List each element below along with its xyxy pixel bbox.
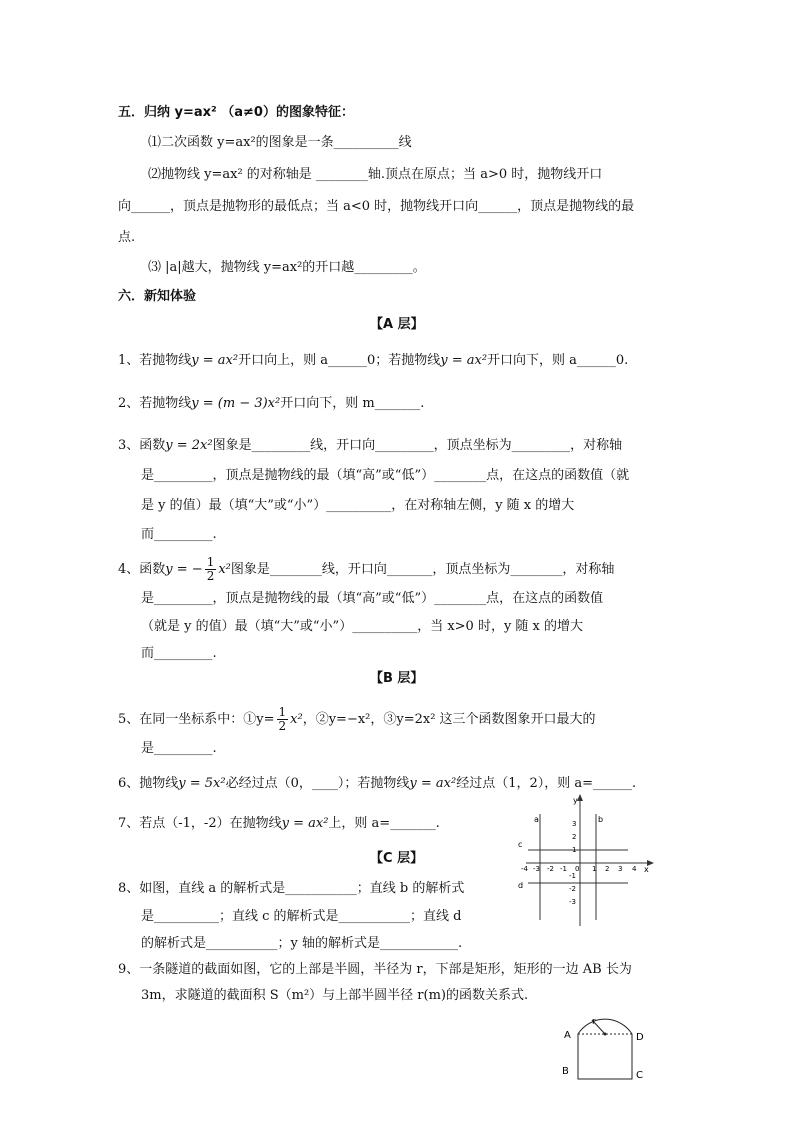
x-tick-label: 3 (618, 865, 623, 873)
q6-text-a: 6、抛物线 (118, 776, 179, 791)
x-tick-label: 4 (632, 865, 637, 873)
y-tick-label: -1 (569, 872, 576, 880)
q5-denominator: 2 (278, 719, 287, 733)
line-b-label: b (598, 815, 604, 824)
question-8-line2: 是__________；直线 c 的解析式是___________；直线 d (141, 909, 462, 924)
question-4-line1 (118, 556, 614, 583)
tunnel-outline (578, 1019, 632, 1079)
section5-item1: ⑴二次函数 y=ax²的图象是一条__________线 (148, 135, 412, 150)
q3-text-a: 3、函数 (118, 438, 166, 453)
question-4-line4: 而_________. (141, 646, 217, 661)
question-8-line1: 8、如图，直线 a 的解析式是___________；直线 b 的解析式 (118, 881, 465, 896)
x-tick-label: -1 (560, 865, 567, 873)
q2-text-a: 2、若抛物线 (118, 396, 192, 411)
question-2 (118, 395, 424, 413)
section5-item2a: ⑵抛物线 y=ax² 的对称轴是 ________轴.顶点在原点；当 a>0 时，抛物线开口 (148, 167, 603, 182)
y-tick-label: 2 (572, 833, 577, 841)
q4-text-a: 4、函数 (118, 562, 166, 577)
question-4-line2: 是_________，顶点是抛物线的最（填“高”或“低”）________点，在这点的函数值 (141, 591, 604, 606)
section5-heading: 五．归纳 y=ax² （a≠0）的图象特征： (118, 105, 354, 120)
q5-text-a: 5、在同一坐标系中：①y= (118, 712, 275, 727)
section5-item2b: 向______，顶点是抛物形的最低点；当 a<0 时，抛物线开口向______，顶点是抛物线的最 (118, 199, 635, 214)
x-tick-label: 1 (592, 865, 597, 873)
q6-text-b: 必经过点（0，____）；若抛物线 (225, 776, 410, 791)
q5-fraction (277, 706, 289, 733)
q2-math: y = (m − 3)x² (191, 396, 281, 411)
question-9-line1: 9、一条隧道的截面如图，它的上部是半圆，半径为 r，下部是矩形，矩形的一边 AB 长为 (118, 962, 632, 977)
question-1 (118, 352, 628, 370)
x-tick-label: -3 (533, 865, 540, 873)
layer-c-title: 【C 层】 (370, 851, 424, 866)
line-c-label: c (518, 840, 523, 849)
q3-math: y = 2x² (165, 438, 213, 453)
coordinate-graph (512, 792, 657, 934)
question-3-line2: 是_________，顶点是抛物线的最（填“高”或“低”）________点，在这点的函数值（就 (141, 468, 630, 483)
y-tick-label: 1 (572, 846, 577, 854)
q5-x: x² (290, 712, 303, 727)
question-3-line3: 是 y 的值）最（填“大”或“小”）__________，在对称轴左侧，y 随 x 的增大 (141, 498, 575, 513)
q7-text-a: 7、若点（-1，-2）在抛物线 (118, 816, 282, 831)
q4-text-b: 图象是________线，开口向_______，顶点坐标为________，对称轴 (230, 562, 615, 577)
q4-math: y = − (165, 562, 203, 577)
question-3-line1 (118, 437, 622, 455)
point-b-label: B (562, 1066, 569, 1077)
q6-math-2: y = ax² (409, 776, 457, 791)
question-5-line2: 是_________. (141, 741, 217, 756)
q6-text-c: 经过点（1，2），则 a=______. (456, 776, 637, 791)
point-c-label: C (636, 1070, 643, 1081)
question-5-line1 (118, 706, 596, 733)
q3-text-b: 图象是_________线，开口向_________，顶点坐标为_________，对称轴 (212, 438, 623, 453)
y-tick-label: -3 (569, 898, 576, 906)
y-tick-label: -2 (569, 885, 576, 893)
q1-text-a: 1、若抛物线 (118, 353, 192, 368)
q7-math: y = ax² (281, 816, 329, 831)
section5-item3: ⑶ |a|越大，抛物线 y=ax²的开口越_________。 (148, 260, 426, 275)
y-axis-label: y (573, 796, 578, 805)
question-6 (118, 775, 636, 793)
q4-x: x² (218, 562, 231, 577)
q1-math-2: y = ax² (440, 353, 488, 368)
point-d-label: D (636, 1032, 644, 1043)
q1-text-c: 开口向下，则 a______0. (487, 353, 629, 368)
q7-text-b: 上，则 a=_______. (328, 816, 440, 831)
q4-fraction (205, 556, 217, 583)
q4-denominator: 2 (206, 569, 215, 583)
radius-label: r (592, 1017, 596, 1027)
section6-heading: 六．新知体验 (118, 289, 197, 304)
tunnel-figure (558, 1004, 658, 1086)
x-tick-label: 0 (575, 865, 580, 873)
q1-text-b: 开口向上，则 a______0；若抛物线 (238, 353, 441, 368)
y-axis-arrow (577, 794, 583, 801)
center-point (604, 1033, 607, 1036)
q1-math-1: y = ax² (191, 353, 239, 368)
q6-math-1: y = 5x² (178, 776, 226, 791)
question-8-line3: 的解析式是___________；y 轴的解析式是____________. (141, 936, 463, 951)
x-tick-label: 2 (605, 865, 610, 873)
layer-a-title: 【A 层】 (370, 317, 424, 332)
q5-text-b: ，②y=−x²，③y=2x² 这三个函数图象开口最大的 (302, 712, 596, 727)
q2-text-b: 开口向下，则 m_______. (280, 396, 425, 411)
x-tick-label: -4 (521, 865, 528, 873)
q5-numerator: 1 (278, 705, 287, 719)
section5-item2c: 点. (118, 230, 136, 245)
x-tick-label: -2 (547, 865, 554, 873)
x-axis-label: x (644, 865, 649, 874)
q4-numerator: 1 (206, 555, 215, 569)
question-4-line3: （就是 y 的值）最（填“大”或“小”）__________，当 x>0 时，y 随 x 的增大 (141, 619, 584, 634)
question-7 (118, 815, 440, 833)
question-9-line2: 3m，求隧道的截面积 S（m²）与上部半圆半径 r(m)的函数关系式. (141, 988, 529, 1003)
line-a-label: a (534, 815, 539, 824)
y-tick-label: 3 (572, 820, 577, 828)
line-d-label: d (518, 881, 524, 890)
point-a-label: A (564, 1030, 571, 1041)
layer-b-title: 【B 层】 (370, 671, 424, 686)
question-3-line4: 而_________. (141, 527, 217, 542)
